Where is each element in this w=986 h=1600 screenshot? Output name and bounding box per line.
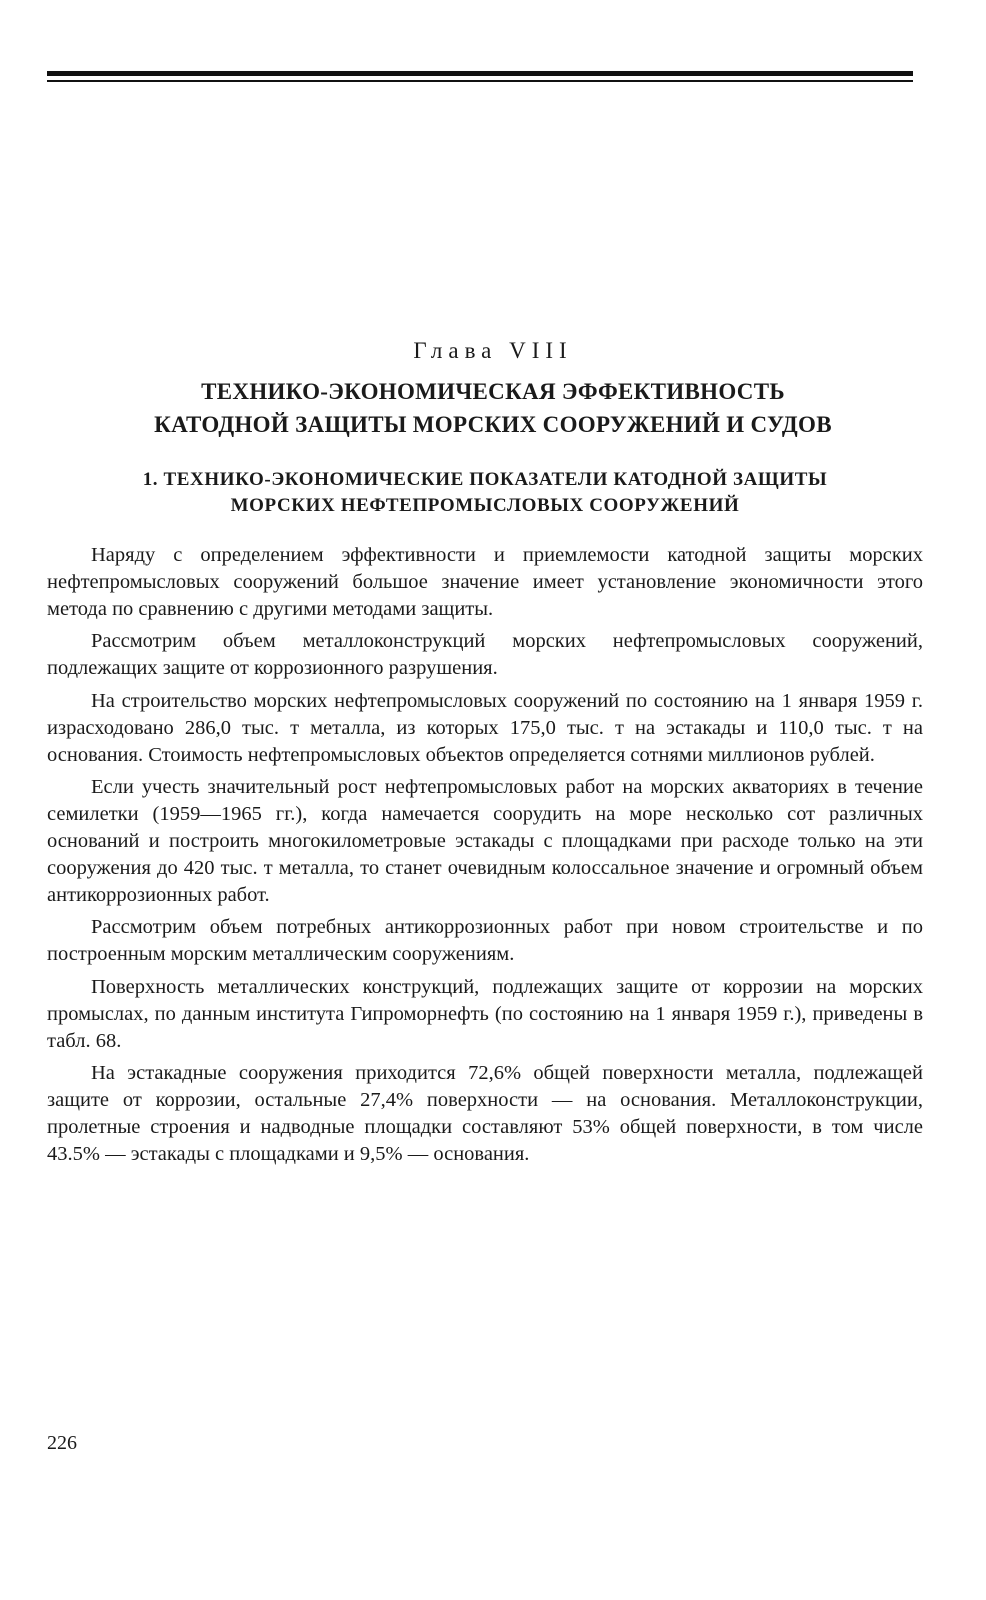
body-text <box>47 542 923 1174</box>
paragraph: На эстакадные сооружения приходится 72,6% общей поверхности металла, подлежащей защите от коррозии, остальные 27,4% поверхности — на основания. Металлоконструкции, пролетные строения и надводные площадки составляют 53% общей поверхности, в том числе 43.5% — эстакады с площадками и 9,5% — основания. <box>47 1062 923 1165</box>
chapter-title-line-2: КАТОДНОЙ ЗАЩИТЫ МОРСКИХ СООРУЖЕНИЙ И СУДОВ <box>154 412 832 437</box>
paragraph: На строительство морских нефтепромысловых сооружений по состоянию на 1 января 1959 г. израсходовано 286,0 тыс. т металла, из которых 175,0 тыс. т на эстакады и 110,0 тыс. т на основания. Стоимость нефтепромысловых объектов определяется сотнями миллионов рублей. <box>47 689 923 766</box>
chapter-title <box>40 375 946 441</box>
paragraph: Поверхность металлических конструкций, подлежащих защите от коррозии на морских промыслах, по данным института Гипроморнефть (по состоянию на 1 января 1959 г.), приведены в табл. 68. <box>47 975 923 1052</box>
section-title-line-2: МОРСКИХ НЕФТЕПРОМЫСЛОВЫХ СООРУЖЕНИЙ <box>230 495 740 516</box>
header-rule-thick <box>47 71 913 76</box>
section-title-line-1: 1. ТЕХНИКО-ЭКОНОМИЧЕСКИЕ ПОКАЗАТЕЛИ КАТОДНОЙ ЗАЩИТЫ <box>142 469 828 490</box>
page-number: 226 <box>47 1432 77 1454</box>
paragraph: Рассмотрим объем потребных антикоррозионных работ при новом строительстве и по построенным морским металлическим сооружениям. <box>47 916 923 966</box>
chapter-title-line-1: ТЕХНИКО-ЭКОНОМИЧЕСКАЯ ЭФФЕКТИВНОСТЬ <box>201 379 785 404</box>
section-title <box>47 467 923 519</box>
paragraph: Рассмотрим объем металлоконструкций морских нефтепромысловых сооружений, подлежащих защите от коррозионного разрушения. <box>47 630 923 680</box>
chapter-label: Глава VIII <box>413 338 573 363</box>
paragraph: Если учесть значительный рост нефтепромысловых работ на морских акваториях в течение семилетки (1959—1965 гг.), когда намечается соорудить на море несколько сот различных оснований и построить многокилометровые эстакады с площадками при расходе только на эти сооружения до 420 тыс. т металла, то станет очевидным колоссальное значение и огромный объем антикоррозионных работ. <box>47 776 923 906</box>
paragraph: Наряду с определением эффективности и приемлемости катодной защиты морских нефтепромысловых сооружений большое значение имеет установление экономичности этого метода по сравнению с другими методами защиты. <box>47 544 923 620</box>
header-rule-thin <box>47 80 913 82</box>
